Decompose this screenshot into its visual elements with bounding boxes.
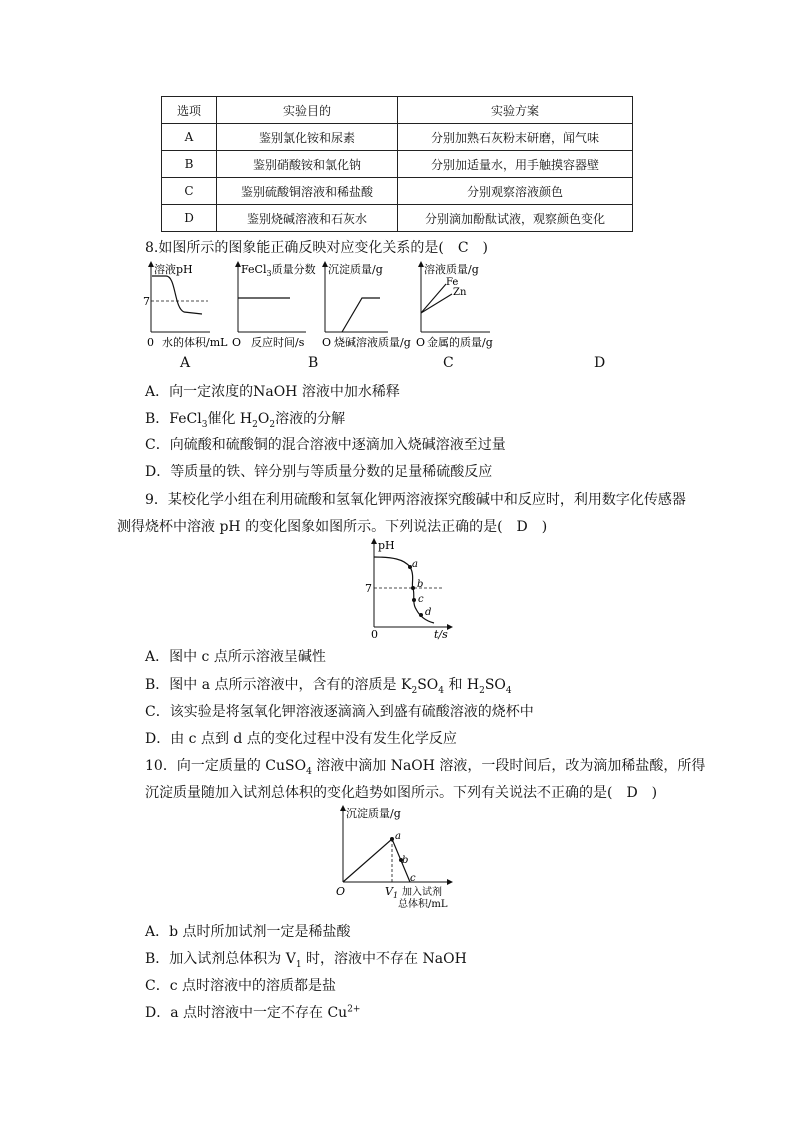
cell: 鉴别硝酸铵和氯化钠 <box>217 151 398 178</box>
q10-option-a: A．b 点时所加试剂一定是稀盐酸 <box>145 924 351 940</box>
q8-letter-c: C <box>443 355 454 371</box>
graph-d-fe-label: Fe <box>446 277 459 288</box>
cell: 鉴别硫酸铜溶液和稀盐酸 <box>217 178 398 205</box>
cell: 分别滴加酚酞试液，观察颜色变化 <box>398 205 633 232</box>
q9-option-d: D．由 c 点到 d 点的变化过程中没有发生化学反应 <box>145 731 457 747</box>
graph-b-origin: O <box>232 336 242 349</box>
cell: C <box>162 178 217 205</box>
q8-graphs <box>140 258 520 350</box>
q9-stem-line2: 测得烧杯中溶液 pH 的变化图象如图所示。下列说法正确的是( D ) <box>117 519 548 535</box>
graph-a-xlabel: 水的体积/mL <box>162 336 228 349</box>
q8-letter-d: D <box>594 355 606 371</box>
q9-label-d: d <box>425 607 432 618</box>
cell: 鉴别氯化铵和尿素 <box>217 124 398 151</box>
q8-option-d: D．等质量的铁、锌分别与等质量分数的足量稀硫酸反应 <box>145 464 493 480</box>
graph-a-origin: 0 <box>147 336 154 349</box>
graph-d-fe-line <box>421 284 446 313</box>
q10-label-c: c <box>410 873 416 884</box>
cell: D <box>162 205 217 232</box>
q8-option-a: A．向一定浓度的NaOH 溶液中加水稀释 <box>145 384 400 400</box>
options-table <box>161 96 633 232</box>
q10-ylabel: 沉淀质量/g <box>346 807 401 820</box>
q9-point-b <box>411 586 415 590</box>
header-option: 选项 <box>162 97 217 124</box>
q9-label-b: b <box>417 579 424 590</box>
q10-point-a <box>390 837 394 841</box>
q9-origin: 0 <box>371 628 378 641</box>
q9-option-c: C．该实验是将氢氧化钾溶液逐滴滴入到盛有硫酸溶液的烧杯中 <box>145 704 534 720</box>
graph-c-xlabel: 烧碱溶液质量/g <box>334 336 411 349</box>
graph-d-xlabel: 金属的质量/g <box>427 336 493 349</box>
q9-label-c: c <box>418 594 424 605</box>
graph-d <box>416 262 493 349</box>
q10-label-b: b <box>402 855 409 866</box>
cell: 鉴别烧碱溶液和石灰水 <box>217 205 398 232</box>
graph-b <box>232 262 316 349</box>
q10-xlabel-line1: 加入试剂 <box>402 887 442 898</box>
graph-a <box>143 262 228 349</box>
header-purpose: 实验目的 <box>217 97 398 124</box>
q10-origin: O <box>336 885 346 898</box>
cell: 分别观察溶液颜色 <box>398 178 633 205</box>
graph-a-seven: 7 <box>143 295 150 308</box>
graph-c-line <box>342 298 380 332</box>
table-row <box>162 205 633 232</box>
q9-point-c <box>412 598 416 602</box>
graph-a-ylabel: 溶液pH <box>154 263 193 276</box>
graph-d-origin: O <box>416 336 426 349</box>
q9-option-b: B．图中 a 点所示溶液中，含有的溶质是 $K_2SO_4$ 和 $H_2SO_4$ <box>145 677 512 696</box>
q9-option-a: A．图中 c 点所示溶液呈碱性 <box>145 649 326 665</box>
cell: 分别加熟石灰粉末研磨，闻气味 <box>398 124 633 151</box>
graph-c-ylabel: 沉淀质量/g <box>328 263 383 276</box>
q9-seven: 7 <box>365 582 372 595</box>
graph-d-zn-line <box>421 294 452 313</box>
graph-a-curve <box>152 276 202 314</box>
graph-d-zn-label: Zn <box>453 287 467 298</box>
q10-option-d: D．a 点时溶液中一定不存在 $Cu^{2+}$ <box>145 1004 361 1021</box>
header-plan: 实验方案 <box>398 97 633 124</box>
table-row <box>162 178 633 205</box>
q9-label-a: a <box>412 559 418 570</box>
q8-option-c: C．向硫酸和硫酸铜的混合溶液中逐滴加入烧碱溶液至过量 <box>145 437 506 453</box>
q10-option-c: C．c 点时溶液中的溶质都是盐 <box>145 978 337 994</box>
q10-label-a: a <box>395 831 401 842</box>
q9-ylabel: pH <box>378 539 395 552</box>
table-row <box>162 124 633 151</box>
q10-stem-line1: 10．向一定质量的 CuSO$_4$ 溶液中滴加 NaOH 溶液，一段时间后，改为滴加稀盐酸，所得 <box>145 758 706 777</box>
q10-stem-line2: 沉淀质量随加入试剂总体积的变化趋势如图所示。下列有关说法不正确的是( D ) <box>145 785 658 801</box>
q8-option-b: B．FeCl$_3$催化 $H_2O_2$溶液的分解 <box>145 411 346 430</box>
graph-b-ylabel: FeCl$_3$质量分数 <box>241 263 316 278</box>
graph-b-xlabel: 反应时间/s <box>251 336 305 349</box>
q10-graph <box>332 802 462 914</box>
table-header-row <box>162 97 633 124</box>
table-row <box>162 151 633 178</box>
graph-c <box>322 262 411 349</box>
q10-v1-label: $V_1$ <box>385 885 399 900</box>
q9-point-d <box>419 613 423 617</box>
graph-d-ylabel: 溶液质量/g <box>424 263 479 276</box>
q10-option-b: B．加入试剂总体积为 $V_1$ 时，溶液中不存在 NaOH <box>145 951 467 970</box>
q8-letter-a: A <box>180 355 191 371</box>
q9-stem-line1: 9．某校化学小组在利用硫酸和氢氧化钾两溶液探究酸碱中和反应时，利用数字化传感器 <box>145 492 686 508</box>
q9-xlabel: t/s <box>434 628 448 641</box>
q8-stem: 8.如图所示的图象能正确反映对应变化关系的是( C ) <box>145 240 488 256</box>
graph-c-origin: O <box>322 336 332 349</box>
cell: 分别加适量水，用手触摸容器壁 <box>398 151 633 178</box>
q9-graph <box>362 537 462 641</box>
cell: A <box>162 124 217 151</box>
q10-xlabel-line2: 总体积/mL <box>398 899 448 910</box>
q8-letter-b: B <box>308 355 319 371</box>
cell: B <box>162 151 217 178</box>
